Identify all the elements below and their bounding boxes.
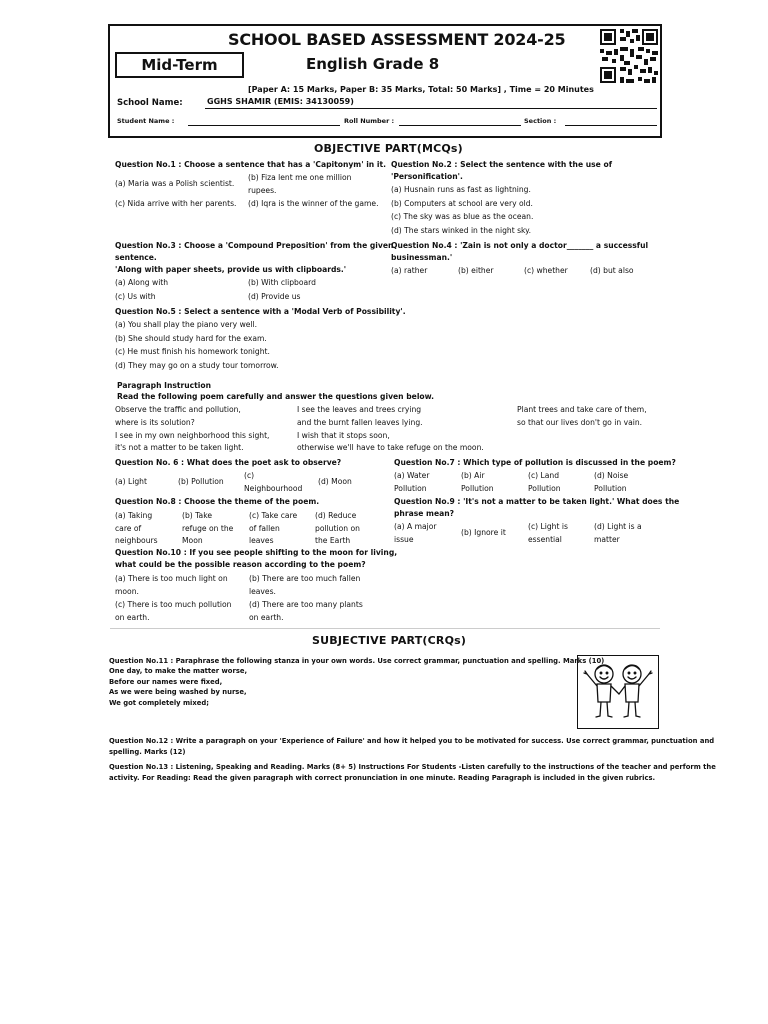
q4-option-a[interactable]: (a) rather bbox=[391, 266, 428, 275]
q1-option-b[interactable]: (b) Fiza lent me one million rupees. bbox=[248, 173, 352, 195]
subject-title: English Grade 8 bbox=[306, 55, 440, 73]
paragraph-heading: Paragraph Instruction bbox=[117, 381, 212, 390]
q8-stem: Question No.8 : Choose the theme of the poem. bbox=[115, 497, 320, 506]
q8-option-c[interactable]: (c) Take care of fallen leaves bbox=[249, 511, 298, 545]
q4-option-b[interactable]: (b) either bbox=[458, 266, 494, 275]
q3-option-d[interactable]: (d) Provide us bbox=[248, 292, 301, 301]
q6-option-c[interactable]: (c) Neighbourhood bbox=[244, 471, 303, 493]
q7-option-d[interactable]: (d) Noise Pollution bbox=[594, 471, 629, 493]
q3-option-b[interactable]: (b) With clipboard bbox=[248, 278, 316, 287]
q9-option-d[interactable]: (d) Light is a matter bbox=[594, 522, 642, 544]
q7-option-b[interactable]: (b) Air Pollution bbox=[461, 471, 494, 493]
q10-option-c[interactable]: (c) There is too much pollution on earth. bbox=[115, 600, 232, 622]
roll-number-label: Roll Number : bbox=[344, 117, 395, 125]
q8-option-b[interactable]: (b) Take refuge on the Moon bbox=[182, 511, 234, 545]
school-name-line bbox=[205, 108, 657, 109]
school-name-label: School Name: bbox=[117, 98, 183, 108]
q3-option-a[interactable]: (a) Along with bbox=[115, 278, 169, 287]
poem-stanza-2: I see the leaves and trees crying and the burnt fallen leaves lying. I wish that it stops soon, otherwise we'll have to take refuge on the moon. bbox=[297, 405, 484, 453]
q1-option-c[interactable]: (c) Nida arrive with her parents. bbox=[115, 199, 237, 208]
q1-option-d[interactable]: (d) Iqra is the winner of the game. bbox=[248, 199, 379, 208]
q7-option-c[interactable]: (c) Land Pollution bbox=[528, 471, 561, 493]
term-badge: Mid-Term bbox=[115, 52, 244, 78]
q7-option-a[interactable]: (a) Water Pollution bbox=[394, 471, 430, 493]
q9-stem: Question No.9 : 'It's not a matter to be taken light.' What does the phrase mean? bbox=[394, 497, 680, 518]
poem-stanza-3: Plant trees and take care of them, so that our lives don't go in vain. bbox=[517, 405, 647, 427]
marks-line: [Paper A: 15 Marks, Paper B: 35 Marks, Total: 50 Marks] , Time = 20 Minutes bbox=[248, 85, 594, 94]
objective-heading: OBJECTIVE PART(MCQs) bbox=[314, 142, 463, 155]
q10-stem: Question No.10 : If you see people shifting to the moon for living, what could be the possible reason according to the poem? bbox=[115, 548, 398, 569]
roll-number-field[interactable] bbox=[399, 125, 521, 126]
q4-stem: Question No.4 : 'Zain is not only a doctor_______ a successful businessman.' bbox=[391, 241, 649, 262]
student-name-field[interactable] bbox=[188, 125, 340, 126]
section-divider bbox=[110, 628, 660, 629]
q2-stem: Question No.2 : Select the sentence with the use of 'Personification'. bbox=[391, 160, 613, 181]
school-name-value: GGHS SHAMIR (EMIS: 34130059) bbox=[207, 97, 354, 106]
q10-option-a[interactable]: (a) There is too much light on moon. bbox=[115, 574, 228, 596]
subjective-heading: SUBJECTIVE PART(CRQs) bbox=[312, 634, 467, 647]
q11-stanza: One day, to make the matter worse, Before our names were fixed, As we were being washed by nurse, We got completely mixed; bbox=[109, 667, 248, 707]
q1-stem: Question No.1 : Choose a sentence that has a 'Capitonym' in it. bbox=[115, 160, 386, 169]
q1-option-a[interactable]: (a) Maria was a Polish scientist. bbox=[115, 179, 235, 188]
q9-option-b[interactable]: (b) Ignore it bbox=[461, 528, 506, 537]
paragraph-instruction: Read the following poem carefully and answer the questions given below. bbox=[117, 392, 435, 401]
section-field[interactable] bbox=[565, 125, 657, 126]
q3-stem: Question No.3 : Choose a 'Compound Preposition' from the given sentence. 'Along with paper sheets, provide us with clipboards.' bbox=[115, 241, 394, 274]
q13-stem: Question No.13 : Listening, Speaking and Reading. Marks (8+ 5) Instructions For Students -Listen carefully to the instructions of the teacher and perform the activity. For Reading: Read the given paragraph with correct pronunciation in one minute. Reading Paragraph is included in the given rubrics. bbox=[109, 763, 716, 782]
poem-stanza-1: Observe the traffic and pollution, where is its solution? I see in my own neighborhood this sight, it's not a matter to be taken light. bbox=[115, 405, 270, 453]
q5-option-c[interactable]: (c) He must finish his homework tonight. bbox=[115, 347, 270, 356]
q7-stem: Question No.7 : Which type of pollution is discussed in the poem? bbox=[394, 458, 676, 467]
q8-option-a[interactable]: (a) Taking care of neighbours bbox=[115, 511, 158, 545]
q5-stem: Question No.5 : Select a sentence with a 'Modal Verb of Possibility'. bbox=[115, 307, 406, 316]
assessment-title: SCHOOL BASED ASSESSMENT 2024-25 bbox=[228, 30, 566, 49]
q10-option-b[interactable]: (b) There are too much fallen leaves. bbox=[249, 574, 361, 596]
q2-option-a[interactable]: (a) Husnain runs as fast as lightning. bbox=[391, 185, 531, 194]
q12-stem: Question No.12 : Write a paragraph on your 'Experience of Failure' and how it helped you to be motivated for success. Use correct grammar, punctuation and spelling. Marks (12) bbox=[109, 737, 715, 756]
q4-option-d[interactable]: (d) but also bbox=[590, 266, 634, 275]
q4-option-c[interactable]: (c) whether bbox=[524, 266, 568, 275]
q5-option-a[interactable]: (a) You shall play the piano very well. bbox=[115, 320, 258, 329]
student-name-label: Student Name : bbox=[117, 117, 175, 125]
q11-stem: Question No.11 : Paraphrase the following stanza in your own words. Use correct grammar, punctuation and spelling. Marks (10) bbox=[109, 657, 605, 665]
q6-option-a[interactable]: (a) Light bbox=[115, 477, 147, 486]
q9-option-a[interactable]: (a) A major issue bbox=[394, 522, 437, 544]
q9-option-c[interactable]: (c) Light is essential bbox=[528, 522, 568, 544]
q2-option-d[interactable]: (d) The stars winked in the night sky. bbox=[391, 226, 532, 235]
q6-option-b[interactable]: (b) Pollution bbox=[178, 477, 224, 486]
q5-option-d[interactable]: (d) They may go on a study tour tomorrow. bbox=[115, 361, 279, 370]
q6-stem: Question No. 6 : What does the poet ask to observe? bbox=[115, 458, 342, 467]
qr-code-icon bbox=[600, 29, 658, 83]
q3-option-c[interactable]: (c) Us with bbox=[115, 292, 156, 301]
twin-boys-illustration-icon bbox=[577, 655, 659, 729]
q2-option-c[interactable]: (c) The sky was as blue as the ocean. bbox=[391, 212, 534, 221]
q8-option-d[interactable]: (d) Reduce pollution on the Earth bbox=[315, 511, 360, 545]
q10-option-d[interactable]: (d) There are too many plants on earth. bbox=[249, 600, 363, 622]
q2-option-b[interactable]: (b) Computers at school are very old. bbox=[391, 199, 533, 208]
section-label: Section : bbox=[524, 117, 557, 125]
q5-option-b[interactable]: (b) She should study hard for the exam. bbox=[115, 334, 267, 343]
q6-option-d[interactable]: (d) Moon bbox=[318, 477, 352, 486]
